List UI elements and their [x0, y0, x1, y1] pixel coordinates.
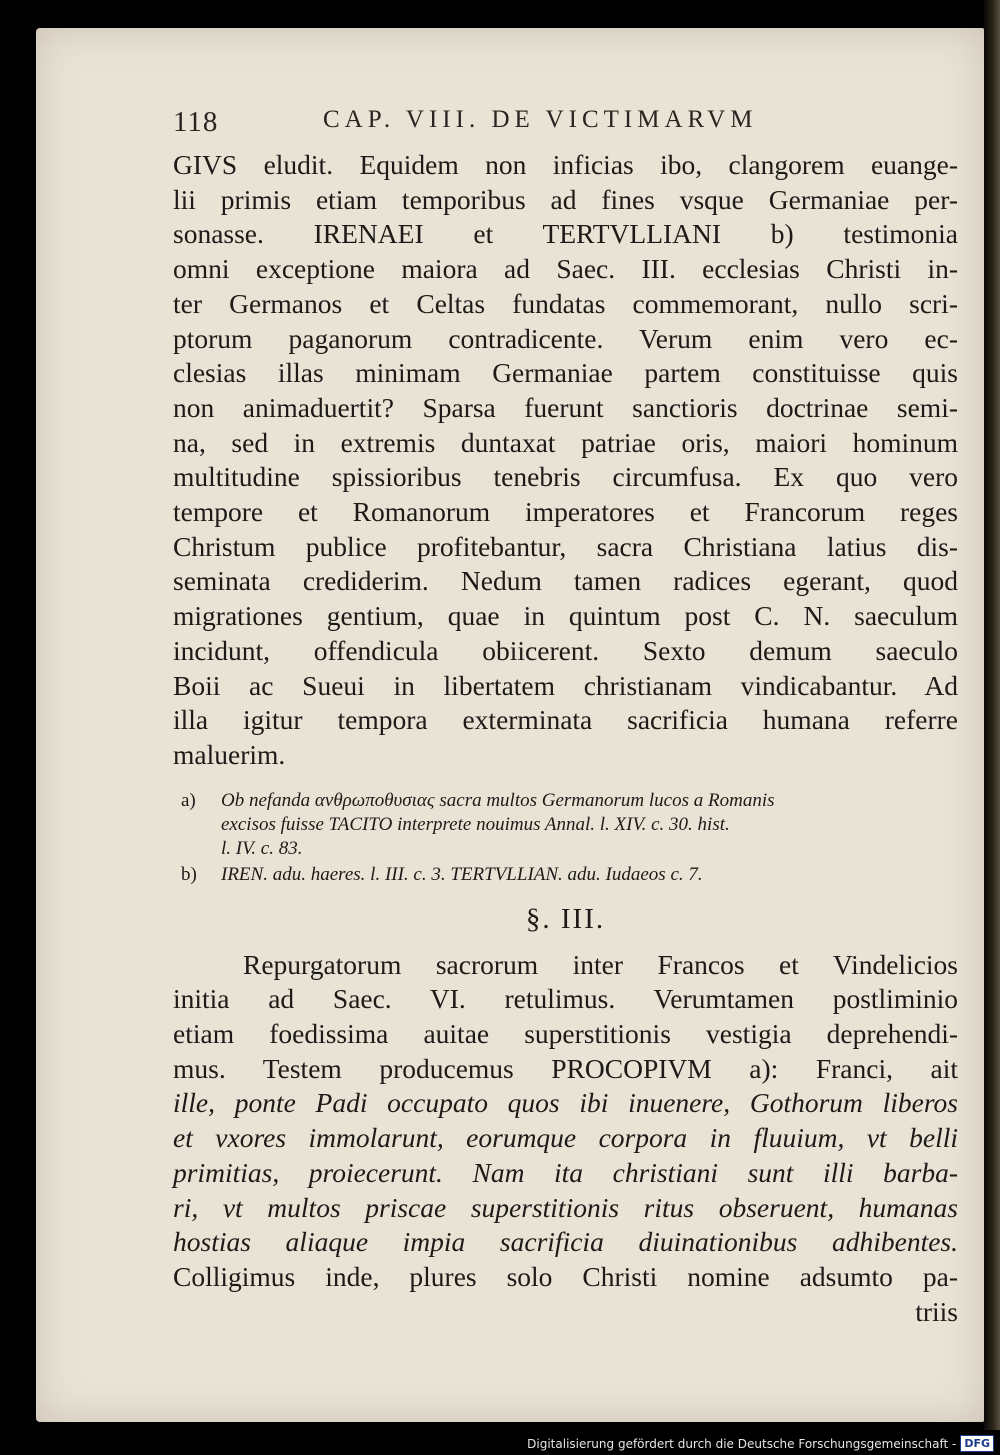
text-line: Repurgatorum sacrorum inter Francos et Vindelicios [243, 948, 958, 980]
text-line: ille, ponte Padi occupato quos ibi inuenere, Gothorum liberos [173, 1087, 958, 1119]
chapter-title: CAP. VIII. DE VICTIMARVM [323, 106, 758, 133]
footnote-mark: a) [181, 789, 196, 811]
text-line: non animaduertit? Sparsa fuerunt sanctioris doctrinae semi- [173, 391, 958, 423]
dfg-logo: DFG [960, 1435, 994, 1452]
text-line: omni exceptione maiora ad Saec. III. ecclesias Christi in- [173, 253, 958, 285]
text-line: incidunt, offendicula obiicerent. Sexto demum saeculo [173, 634, 958, 666]
footnote-body [221, 863, 958, 887]
text-line: na, sed in extremis duntaxat patriae oris, maiori hominum [173, 426, 958, 458]
paragraph-1 [173, 148, 958, 773]
text-line: Colligimus inde, plures solo Christi nomine adsumto pa- [173, 1260, 958, 1292]
footnote-line: l. IV. c. 83. [221, 837, 303, 859]
catchword: triis [915, 1295, 958, 1327]
footnote-line: excisos fuisse TACITO interprete nouimus Annal. l. XIV. c. 30. hist. [221, 813, 730, 835]
paragraph-2 [173, 948, 958, 1330]
text-line: etiam foedissima auitae superstitionis vestigia deprehendi- [173, 1018, 958, 1050]
scan-edge [984, 0, 1000, 1430]
text-line: tempore et Romanorum imperatores et Francorum reges [173, 496, 958, 528]
book-page [36, 28, 984, 1422]
text-line: Christum publice profitebantur, sacra Christiana latius dis- [173, 530, 958, 562]
text-line: ri, vt multos priscae superstitionis ritus obseruent, humanas [173, 1191, 958, 1223]
text-line: Boii ac Sueui in libertatem christianam vindicabantur. Ad [173, 669, 958, 701]
text-line: ptorum paganorum contradicente. Verum enim vero ec- [173, 322, 958, 354]
text-line: initia ad Saec. VI. retulimus. Verumtamen postliminio [173, 983, 958, 1015]
page-content [173, 98, 958, 1329]
text-line: hostias aliaque impia sacrificia diuinationibus adhibentes. [173, 1226, 958, 1258]
text-line: ter Germanos et Celtas fundatas commemorant, nullo scri- [173, 287, 958, 319]
text-line: seminata crediderim. Nedum tamen radices egerant, quod [173, 565, 958, 597]
text-line: illa igitur tempora exterminata sacrificia humana referre [173, 704, 958, 736]
footer-text: Digitalisierung gefördert durch die Deutsche Forschungsgemeinschaft - [527, 1436, 957, 1451]
text-line: multitudine spissioribus tenebris circumfusa. Ex quo vero [173, 461, 958, 493]
text-line: clesias illas minimam Germaniae partem constituisse quis [173, 357, 958, 389]
footnote-line: Ob nefanda ανθρωποθυσιας sacra multos Germanorum lucos a Romanis [221, 789, 775, 811]
text-line: lii primis etiam temporibus ad fines vsque Germaniae per- [173, 183, 958, 215]
page-number: 118 [173, 106, 219, 138]
running-head [173, 98, 958, 148]
footnote-a [173, 789, 958, 861]
footnote-b [173, 863, 958, 887]
section-heading: §. III. [525, 902, 606, 935]
text-line: maluerim. [173, 738, 286, 770]
text-line: primitias, proiecerunt. Nam ita christiani sunt illi barba- [173, 1156, 958, 1188]
footnote-line: IREN. adu. haeres. l. III. c. 3. TERTVLLIAN. adu. Iudaeos c. 7. [221, 863, 703, 885]
text-line: mus. Testem producemus PROCOPIVM a): Franci, ait [173, 1052, 958, 1084]
text-line: sonasse. IRENAEI et TERTVLLIANI b) testimonia [173, 218, 958, 250]
digitization-footer [527, 1435, 994, 1452]
text-line: GIVS eludit. Equidem non inficias ibo, clangorem euange- [173, 149, 958, 180]
footnotes [173, 789, 958, 887]
text-line: et vxores immolarunt, eorumque corpora in fluuium, vt belli [173, 1122, 958, 1154]
footnote-mark: b) [181, 863, 197, 885]
footnote-body [221, 789, 958, 861]
text-line: migrationes gentium, quae in quintum post C. N. saeculum [173, 600, 958, 632]
